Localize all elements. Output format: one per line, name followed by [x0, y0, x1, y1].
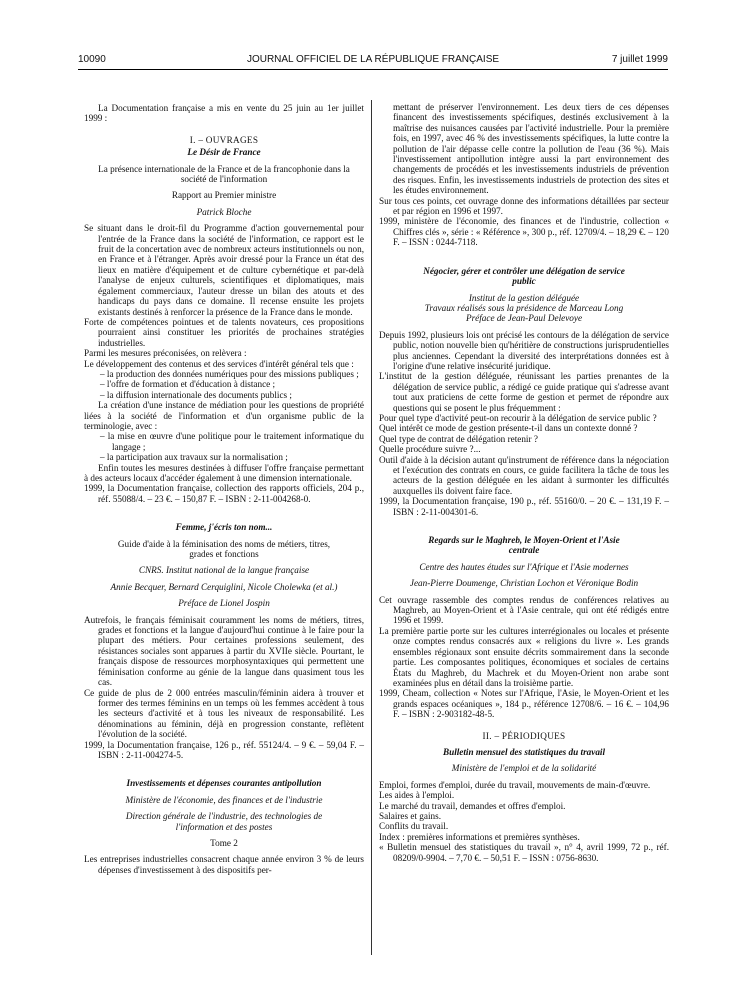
book-authors: Annie Becquer, Bernard Cerquiglini, Nicole Cholewka (et al.): [110, 581, 338, 592]
question-item: Quelle procédure suivre ?...: [379, 444, 481, 455]
paragraph: Autrefois, le français féminisait couramment les noms de métiers, titres, grades et fonctions et la langue d'aujourd'hui continue à le faire pour la plupart des métiers. Pour certaines professions seulement, des résistances sociales sont apparues à partir du XVIIe siècle. Pourtant, le français dispose de ressources morphosyntaxiques qui permettent une féminisation conforme au génie de la langue dans quasiment tous les cas.: [84, 614, 364, 688]
book-works: Travaux réalisés sous la présidence de Marceau Long: [424, 302, 624, 313]
periodical-ministry: Ministère de l'emploi et de la solidarité: [451, 763, 597, 774]
contents-item: Conflits du travail.: [379, 821, 449, 832]
paragraph: Forte de compétences pointues et de talents novateurs, ces propositions pourraient ainsi constituer les priorités de prochaines stratégies industrielles.: [84, 316, 364, 348]
header-rule: [78, 69, 668, 70]
book-title: Le Désir de France: [187, 147, 261, 158]
publication-date: 7 juillet 1999: [611, 54, 668, 65]
paragraph: Se situant dans le droit-fil du Programme d'action gouvernemental pour l'entrée de la France dans la société de l'information, ce rapport est le fruit de la concertation avec de nombreux acteurs institutionnels ou non, en France et à l'étranger. Après avoir dressé pour la France un état des lieux en matière d'équipement et de culture cybernétique et par-delà l'analyse de enjeux culturels, scientifiques et diplomatiques, mais également commerciaux, l'auteur dresse un bilan des atouts et des handicaps du pays dans ce domaine. Il recense ensuite les projets existants destinés à renforcer la présence de la France dans le monde.: [84, 223, 364, 317]
page-number: 10090: [78, 54, 106, 65]
paragraph: Sur tous ces points, cet ouvrage donne des informations détaillées par secteur et par région en 1996 et 1997.: [379, 195, 669, 217]
book-organization: CNRS. Institut national de la langue française: [138, 565, 310, 576]
book-subtitle: Guide d'aide à la féminisation des noms de métiers, titres, grades et fonctions: [117, 538, 331, 560]
book-title: Investissements et dépenses courantes antipollution: [126, 778, 322, 789]
journal-title: JOURNAL OFFICIEL DE LA RÉPUBLIQUE FRANÇAISE: [246, 54, 500, 65]
contents-item: Index : premières informations et premières synthèses.: [379, 831, 580, 842]
paragraph: Depuis 1992, plusieurs lois ont précisé les contours de la délégation de service public, notion nouvelle bien qu'héritière de constructions jurisprudentielles plus anciennes. Cependant la diversité des interprétations données est à l'origine d'une relative insécurité juridique.: [379, 329, 669, 371]
contents-item: Les aides à l'emploi.: [379, 790, 455, 801]
book-ministry: Ministère de l'économie, des finances et de l'industrie: [125, 794, 323, 805]
book-reference: 1999, la Documentation française, collection des rapports officiels, 204 p., réf. 55088/4. – 23 €. – 150,87 F. – ISBN : 2-11-004268-0.: [84, 483, 364, 504]
column-divider: [371, 100, 372, 955]
paragraph: Ce guide de plus de 2 000 entrées masculin/féminin aidera à trouver et former des termes féminins en un temps où les femmes accèdent à tous les secteurs d'activité et à tous les niveaux de responsabilité. Les dénominations au féminin, déjà en progression constante, reflètent l'évolution de la société.: [84, 687, 364, 740]
paragraph: Parmi les mesures préconisées, on relèvera :: [84, 348, 247, 359]
paragraph: Les entreprises industrielles consacrent chaque année environ 3 % de leurs dépenses d'investissement à des dispositifs per-: [84, 854, 364, 875]
contents-item: Le marché du travail, demandes et offres d'emploi.: [379, 800, 566, 811]
periodical-reference: « Bulletin mensuel des statistiques du travail », n° 4, avril 1999, 72 p., réf. 08209/0-9904. – 7,70 €. – 50,51 F. – ISSN : 0756-8630.: [379, 842, 669, 863]
book-title: Regards sur le Maghreb, le Moyen-Orient et l'Asie centrale: [428, 535, 620, 556]
list-item: – la mise en œuvre d'une politique pour le traitement informatique du langage ;: [100, 431, 364, 452]
right-column: [379, 102, 669, 863]
book-reference: 1999, la Documentation française, 126 p., réf. 55124/4. – 9 €. – 59,04 F. – ISBN : 2-11-004274-5.: [84, 739, 364, 760]
question-item: Quel intérêt ce mode de gestion présente-t-il dans un contexte donné ?: [379, 423, 638, 434]
book-organization: Institut de la gestion déléguée: [468, 292, 580, 303]
section-periodiques-title: II. – PÉRIODIQUES: [482, 730, 566, 741]
book-title: Négocier, gérer et contrôler une délégation de service public: [423, 265, 625, 287]
question-item: Pour quel type d'activité peut-on recourir à la délégation de service public ?: [379, 412, 657, 423]
list-item: – l'offre de formation et d'éducation à distance ;: [100, 379, 276, 390]
list-item: – la diffusion internationale des documents publics ;: [100, 389, 292, 400]
list-item: – la production des données numériques pour des missions publiques ;: [100, 368, 359, 379]
book-reference: 1999, ministère de l'économie, des finances et de l'industrie, collection « Chiffres clés », série : « Référence », 300 p., réf. 12709/4. – 18,29 €. – 120 F. – ISSN : 0244-7118.: [379, 216, 669, 248]
paragraph: Le développement des contenus et des services d'intérêt général tels que :: [84, 358, 354, 369]
book-reference: 1999, Cheam, collection « Notes sur l'Afrique, l'Asie, le Moyen-Orient et les grands espaces océaniques », 184 p., référence 12708/6. – 16 €. – 104,96 F. – ISBN : 2-903182-48-5.: [379, 688, 669, 720]
book-organization: Centre des hautes études sur l'Afrique et l'Asie modernes: [419, 561, 629, 572]
paragraph: L'institut de la gestion déléguée, réunissant les parties prenantes de la délégation de service public, a rédigé ce guide pratique qui s'adresse avant tout aux praticiens de cette forme de gestion et permet de répondre aux questions qui se posent le plus fréquemment :: [379, 371, 669, 413]
paragraph: Cet ouvrage rassemble des comptes rendus de conférences relatives au Maghreb, au Moyen-Orient et à l'Asie centrale, qui ont été rédigés entre 1996 et 1999.: [379, 594, 669, 626]
book-authors: Jean-Pierre Doumenge, Christian Lochon et Véronique Bodin: [409, 578, 639, 589]
book-title: Femme, j'écris ton nom...: [175, 522, 273, 533]
paragraph: mettant de préserver l'environnement. Les deux tiers de ces dépenses financent des investissements spécifiques, destinés exclusivement à la maîtrise des nuisances causées par l'activité industrielle. Pour la première fois, en 1997, avec 46 % des investissements spécifiques, la lutte contre la pollution de l'air dépasse celle contre la pollution de l'eau (36 %). Mais l'investissement antipollution intègre aussi la part environnement des changements de procédés et les investissements industriels de prévention des risques. Enfin, les investissements industriels de protection des sites et les études environnement.: [393, 102, 669, 196]
paragraph: Outil d'aide à la décision autant qu'instrument de référence dans la négociation et l'exécution des contrats en cours, ce guide facilitera la tâche de tous les acteurs de la gestion déléguée en les aidant à surmonter les difficultés auxquelles ils doivent faire face.: [379, 454, 669, 496]
paragraph: La première partie porte sur les cultures interrégionales ou locales et présente onze comptes rendus consacrés aux « religions du livre ». Les grands ensembles régionaux sont ensuite décrits sommairement dans la seconde partie. Les composantes politiques, économiques et sociales de certains États du Maghreb, du Machrek et du Moyen-Orient non arabe sont examinées plus en détail dans la troisième partie.: [379, 625, 669, 688]
section-ouvrages-title: I. – OUVRAGES: [189, 134, 259, 145]
book-reference: 1999, la Documentation française, 190 p., réf. 55160/0. – 20 €. – 131,19 F. – ISBN : 2-11-004301-6.: [379, 496, 669, 517]
list-item: – la participation aux travaux sur la normalisation ;: [100, 452, 288, 463]
book-preface: Préface de Lionel Jospin: [178, 598, 270, 609]
question-item: Quel type de contrat de délégation retenir ?: [379, 433, 538, 444]
paragraph: La création d'une instance de médiation pour les questions de propriété liées à la société de l'information et d'un organisme public de la terminologie, avec :: [84, 400, 364, 431]
page-header: [78, 54, 668, 70]
intro-text: La Documentation française a mis en vente du 25 juin au 1er juillet 1999 :: [84, 103, 364, 124]
book-direction: Direction générale de l'industrie, des technologies de l'information et des postes: [125, 811, 323, 832]
paragraph: Enfin toutes les mesures destinées à diffuser l'offre française permettant à des acteurs locaux d'accéder également à une dimension internationale.: [84, 462, 364, 483]
book-tome: Tome 2: [210, 837, 238, 848]
contents-item: Emploi, formes d'emploi, durée du travail, mouvements de main-d'œuvre.: [379, 779, 651, 790]
book-preface: Préface de Jean-Paul Delevoye: [465, 313, 583, 324]
book-report: Rapport au Premier ministre: [171, 190, 277, 201]
periodical-title: Bulletin mensuel des statistiques du travail: [442, 746, 606, 757]
contents-item: Salaires et gains.: [379, 810, 441, 821]
left-column: [84, 103, 364, 875]
book-author: Patrick Bloche: [196, 206, 252, 217]
book-subtitle: La présence internationale de la France et de la francophonie dans la société de l'information: [98, 163, 350, 185]
